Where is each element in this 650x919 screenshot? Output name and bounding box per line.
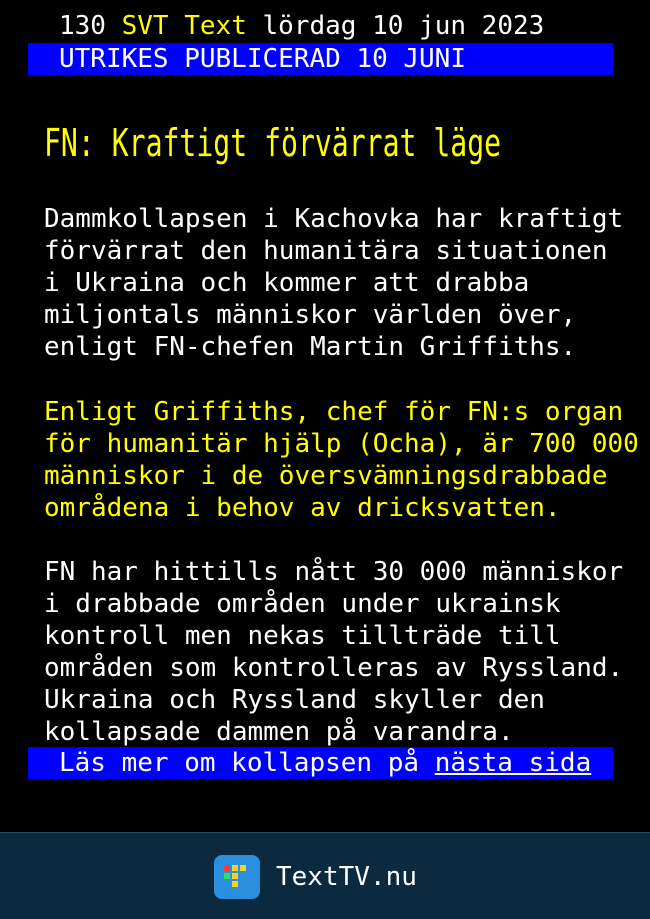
article-paragraph-3: FN har hittills nått 30 000 människor i drabbade områden under ukrainsk kontroll men nekas tillträde till områden som kontrolleras av Ryssland. Ukraina och Ryssland skyller den kollapsade dammen på varandra. bbox=[44, 557, 624, 747]
footer-brand: TextTV.nu bbox=[276, 862, 417, 892]
article-headline: FN: Kraftigt förvärrat läge bbox=[44, 121, 502, 165]
article-paragraph-1: Dammkollapsen i Kachovka har kraftigt förvärrat den humanitära situationen i Ukraina och kommer att drabba miljontals människor världen över, enligt FN-chefen Martin Griffiths. bbox=[44, 204, 624, 362]
footer bbox=[0, 832, 650, 919]
footer-logo-link[interactable] bbox=[214, 855, 417, 899]
section-label: UTRIKES PUBLICERAD 10 JUNI bbox=[59, 44, 466, 74]
channel-name: SVT Text bbox=[121, 11, 247, 41]
section-bar bbox=[28, 43, 613, 75]
read-more-text: Läs mer om kollapsen på bbox=[59, 748, 435, 778]
header-date: lördag 10 jun 2023 bbox=[262, 11, 545, 41]
read-more-bar bbox=[28, 747, 613, 779]
header-line bbox=[59, 10, 544, 42]
textv-logo-icon bbox=[214, 855, 260, 899]
article-paragraph-2: Enligt Griffiths, chef för FN:s organ för humanitär hjälp (Ocha), är 700 000 människor i de översvämningsdrabbade områdena i behov av dricksvatten. bbox=[44, 397, 639, 523]
page-number: 130 bbox=[59, 11, 106, 41]
next-page-link[interactable]: nästa sida bbox=[434, 748, 592, 778]
